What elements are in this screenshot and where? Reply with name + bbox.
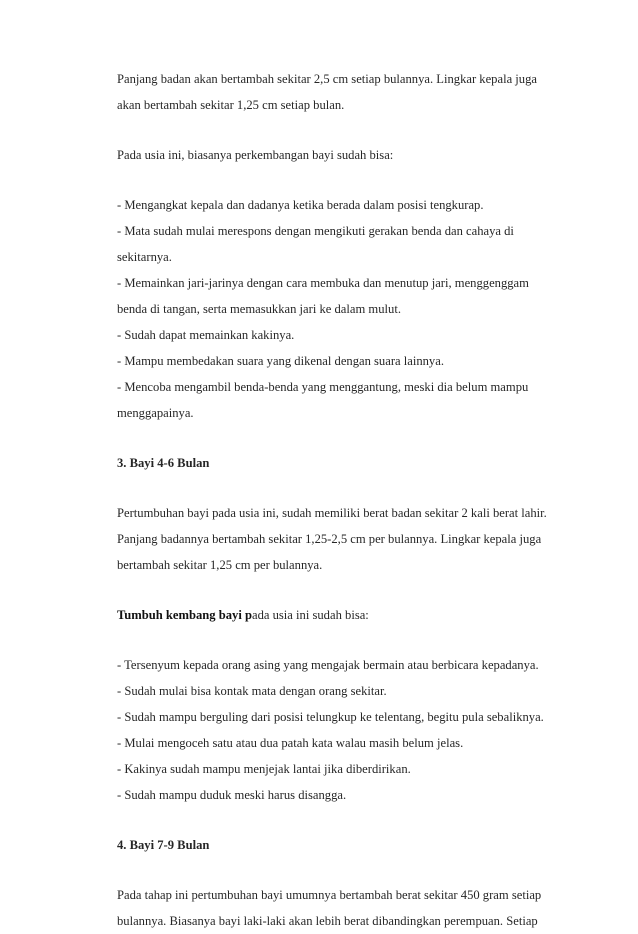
paragraph-growth-length bbox=[117, 66, 558, 118]
list-item: - Memainkan jari-jarinya dengan cara membuka dan menutup jari, menggenggam bbox=[117, 276, 529, 290]
list-item: - Mampu membedakan suara yang dikenal dengan suara lainnya. bbox=[117, 354, 444, 368]
list-item: benda di tangan, serta memasukkan jari ke dalam mulut. bbox=[117, 302, 401, 316]
text-fragment: ada usia ini sudah bisa: bbox=[251, 608, 369, 622]
paragraph-growth-7-9 bbox=[117, 882, 558, 934]
section-heading-4-6-months: 3. Bayi 4-6 Bulan bbox=[117, 456, 210, 470]
list-item: - Sudah mampu duduk meski harus disangga. bbox=[117, 788, 347, 802]
paragraph-growth-4-6 bbox=[117, 500, 558, 578]
list-item: sekitarnya. bbox=[117, 250, 172, 264]
list-item: - Sudah dapat memainkan kakinya. bbox=[117, 328, 295, 342]
list-item: - Sudah mulai bisa kontak mata dengan orang sekitar. bbox=[117, 684, 387, 698]
list-item: menggapainya. bbox=[117, 406, 194, 420]
list-item: - Mengangkat kepala dan dadanya ketika berada dalam posisi tengkurap. bbox=[117, 198, 484, 212]
section-heading-7-9-months: 4. Bayi 7-9 Bulan bbox=[117, 838, 210, 852]
text-line: Pada tahap ini pertumbuhan bayi umumnya bertambah berat sekitar 450 gram setiap bbox=[117, 888, 542, 902]
text-line: Pada usia ini, biasanya perkembangan bayi sudah bisa: bbox=[117, 148, 394, 162]
text-line: bertambah sekitar 1,25 cm per bulannya. bbox=[117, 558, 323, 572]
list-item: - Mulai mengoceh satu atau dua patah kata walau masih belum jelas. bbox=[117, 736, 464, 750]
list-item: - Tersenyum kepada orang asing yang mengajak bermain atau berbicara kepadanya. bbox=[117, 658, 539, 672]
text-line: Pertumbuhan bayi pada usia ini, sudah memiliki berat badan sekitar 2 kali berat lahir. bbox=[117, 506, 547, 520]
list-item: - Sudah mampu berguling dari posisi telungkup ke telentang, begitu pula sebaliknya. bbox=[117, 710, 544, 724]
text-line: bulannya. Biasanya bayi laki-laki akan lebih berat dibandingkan perempuan. Setiap bbox=[117, 914, 538, 928]
text-line: Panjang badan akan bertambah sekitar 2,5 cm setiap bulannya. Lingkar kepala juga bbox=[117, 72, 537, 86]
text-line: akan bertambah sekitar 1,25 cm setiap bulan. bbox=[117, 98, 345, 112]
development-list-2 bbox=[117, 652, 558, 808]
paragraph-development-4-6-intro bbox=[117, 602, 558, 628]
development-list-1 bbox=[117, 192, 558, 426]
bold-phrase: Tumbuh kembang bayi p bbox=[117, 608, 252, 622]
text-line: Panjang badannya bertambah sekitar 1,25-2,5 cm per bulannya. Lingkar kepala juga bbox=[117, 532, 542, 546]
list-item: - Mencoba mengambil benda-benda yang menggantung, meski dia belum mampu bbox=[117, 380, 529, 394]
list-item: - Mata sudah mulai merespons dengan mengikuti gerakan benda dan cahaya di bbox=[117, 224, 514, 238]
paragraph-development-intro bbox=[117, 142, 558, 168]
list-item: - Kakinya sudah mampu menjejak lantai jika diberdirikan. bbox=[117, 762, 411, 776]
